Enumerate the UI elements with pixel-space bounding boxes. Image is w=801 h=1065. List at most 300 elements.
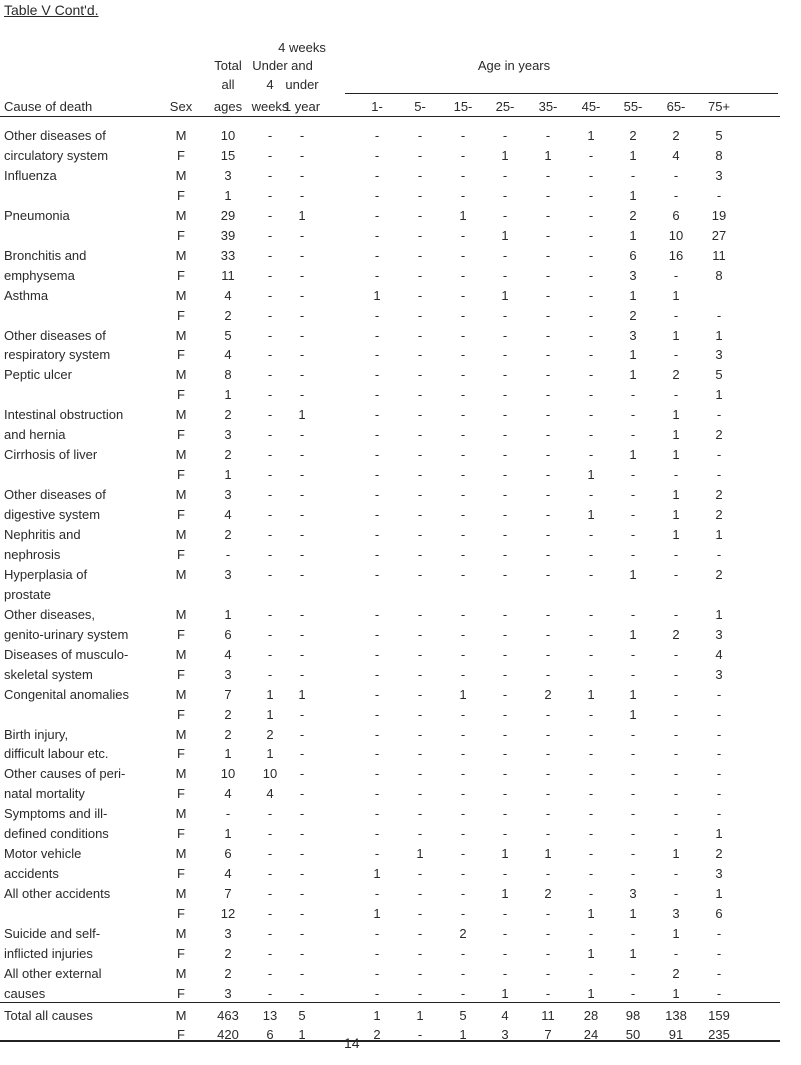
cell-age-35: - — [545, 268, 551, 283]
cause-label: Nephritis and — [4, 527, 81, 542]
cell-age-65: - — [673, 467, 679, 482]
cell-age-35: 2 — [544, 886, 552, 901]
sex-cell: F — [177, 627, 185, 642]
cell-age-65: - — [673, 268, 679, 283]
cell-age-5: - — [417, 707, 423, 722]
cell-age-25: - — [502, 447, 508, 462]
cell-age-65: 1 — [672, 527, 680, 542]
cell-age-25: - — [502, 507, 508, 522]
cell-under-4-weeks: 2 — [266, 727, 274, 742]
cell-age-75plus: 2 — [715, 846, 723, 861]
cell-age-1: - — [374, 328, 380, 343]
cell-age-65: 1 — [672, 407, 680, 422]
cell-age-55: - — [630, 607, 636, 622]
cell-age-55: - — [630, 986, 636, 1001]
cause-label: Other diseases of — [4, 487, 106, 502]
cell-age-45: - — [588, 627, 594, 642]
cell-age-55: 1 — [629, 447, 637, 462]
cell-under-4-weeks: 1 — [266, 687, 274, 702]
cell-age-45: - — [588, 786, 594, 801]
cell-4-weeks-1-year: - — [299, 766, 305, 781]
cell-age-45: - — [588, 727, 594, 742]
cell-age-1: - — [374, 806, 380, 821]
cell-age-15: - — [460, 128, 466, 143]
cell-age-75plus: - — [716, 746, 722, 761]
cause-label: digestive system — [4, 507, 101, 522]
cell-under-4-weeks: - — [267, 846, 273, 861]
cell-age-15: - — [460, 906, 466, 921]
cell-age-65: - — [673, 547, 679, 562]
cell-under-4-weeks: - — [267, 188, 273, 203]
cell-age-1: - — [374, 547, 380, 562]
cell-under-4-weeks: - — [267, 507, 273, 522]
cell-age-25: - — [502, 826, 508, 841]
cell-age-1: - — [374, 527, 380, 542]
cell-age-25: - — [502, 527, 508, 542]
sex-cell: M — [175, 607, 187, 622]
cell-age-55: - — [630, 926, 636, 941]
cell-age-65: 3 — [672, 906, 680, 921]
cell-age-25: - — [502, 567, 508, 582]
total-4-weeks-1-year: 5 — [298, 1008, 306, 1023]
totals-sex-cell: M — [175, 1008, 187, 1023]
cell-age-35: - — [545, 308, 551, 323]
cell-age-75plus: 1 — [715, 826, 723, 841]
cell-age-15: - — [460, 707, 466, 722]
cause-label: Motor vehicle — [4, 846, 82, 861]
table-bottom-rule — [0, 1040, 780, 1042]
cell-age-1: - — [374, 128, 380, 143]
cell-age-45: - — [588, 148, 594, 163]
cell-age-35: - — [545, 607, 551, 622]
cell-4-weeks-1-year: - — [299, 627, 305, 642]
cell-age-25: - — [502, 766, 508, 781]
cell-4-weeks-1-year: - — [299, 228, 305, 243]
cell-under-4-weeks: - — [267, 168, 273, 183]
cell-age-25: - — [502, 487, 508, 502]
cell-total: 3 — [224, 567, 232, 582]
cell-age-55: - — [630, 786, 636, 801]
cell-age-25: - — [502, 427, 508, 442]
cell-age-65: - — [673, 766, 679, 781]
cell-age-35: - — [545, 248, 551, 263]
cell-age-25: - — [502, 746, 508, 761]
cell-age-45: - — [588, 826, 594, 841]
cell-4-weeks-1-year: - — [299, 148, 305, 163]
cell-age-35: - — [545, 547, 551, 562]
cell-age-75plus: 5 — [715, 367, 723, 382]
cell-4-weeks-1-year: - — [299, 467, 305, 482]
total-age-15: 5 — [459, 1008, 467, 1023]
totals-label: Total all causes — [4, 1008, 93, 1023]
cause-label: difficult labour etc. — [4, 746, 109, 761]
cell-age-15: - — [460, 866, 466, 881]
cell-age-65: 1 — [672, 447, 680, 462]
cause-label: respiratory system — [4, 347, 111, 362]
header-under4-line3: weeks — [251, 99, 289, 114]
cell-age-15: 1 — [459, 687, 467, 702]
cell-age-15: - — [460, 786, 466, 801]
cell-total: 1 — [224, 607, 232, 622]
cell-4-weeks-1-year: - — [299, 547, 305, 562]
cell-total: 2 — [224, 527, 232, 542]
cell-age-45: - — [588, 487, 594, 502]
cell-age-1: - — [374, 966, 380, 981]
cell-age-65: - — [673, 168, 679, 183]
cell-4-weeks-1-year: - — [299, 268, 305, 283]
cell-age-35: 1 — [544, 846, 552, 861]
total-4-weeks-1-year: 1 — [298, 1027, 306, 1042]
sex-cell: F — [177, 906, 185, 921]
cell-total: 7 — [224, 687, 232, 702]
sex-cell: M — [175, 328, 187, 343]
cell-total: 2 — [224, 946, 232, 961]
cell-age-1: - — [374, 986, 380, 1001]
cell-age-15: - — [460, 148, 466, 163]
sex-cell: F — [177, 148, 185, 163]
cell-age-55: 2 — [629, 308, 637, 323]
cell-age-5: - — [417, 567, 423, 582]
header-age-2: 15- — [453, 99, 473, 114]
sex-cell: M — [175, 447, 187, 462]
cell-total: 15 — [220, 148, 236, 163]
cell-4-weeks-1-year: - — [299, 347, 305, 362]
sex-cell: M — [175, 846, 187, 861]
sex-cell: F — [177, 746, 185, 761]
cause-label: Other diseases of — [4, 128, 106, 143]
cell-age-15: - — [460, 467, 466, 482]
cell-age-1: - — [374, 507, 380, 522]
sex-cell: M — [175, 687, 187, 702]
sex-cell: M — [175, 168, 187, 183]
cell-age-65: - — [673, 866, 679, 881]
cell-age-35: - — [545, 487, 551, 502]
cell-age-55: 1 — [629, 567, 637, 582]
cell-age-1: - — [374, 926, 380, 941]
cell-age-75plus: - — [716, 707, 722, 722]
cell-age-35: - — [545, 926, 551, 941]
sex-cell: M — [175, 926, 187, 941]
cell-under-4-weeks: - — [267, 208, 273, 223]
cell-age-1: - — [374, 228, 380, 243]
cell-age-45: 1 — [587, 128, 595, 143]
cell-age-5: - — [417, 727, 423, 742]
cell-age-25: - — [502, 806, 508, 821]
cell-age-45: - — [588, 228, 594, 243]
cell-age-65: 10 — [668, 228, 684, 243]
cell-age-45: - — [588, 667, 594, 682]
cell-age-25: 1 — [501, 886, 509, 901]
cell-age-65: 1 — [672, 288, 680, 303]
cell-age-25: - — [502, 667, 508, 682]
cell-total: 6 — [224, 846, 232, 861]
cell-age-45: - — [588, 407, 594, 422]
header-weeks-line2: and — [291, 58, 313, 73]
cell-age-25: - — [502, 547, 508, 562]
cell-age-65: - — [673, 567, 679, 582]
totals-sex-cell: F — [177, 1027, 185, 1042]
sex-cell: F — [177, 866, 185, 881]
cell-age-15: - — [460, 507, 466, 522]
cause-label: Bronchitis and — [4, 248, 87, 263]
cell-age-1: - — [374, 387, 380, 402]
cell-total: 4 — [224, 347, 232, 362]
cell-age-5: - — [417, 148, 423, 163]
cell-age-35: - — [545, 208, 551, 223]
cell-under-4-weeks: - — [267, 886, 273, 901]
sex-cell: M — [175, 806, 187, 821]
cell-under-4-weeks: - — [267, 966, 273, 981]
cell-age-35: - — [545, 707, 551, 722]
cell-age-75plus: 11 — [712, 248, 726, 263]
cell-age-15: - — [460, 188, 466, 203]
cell-age-65: 2 — [672, 367, 680, 382]
cell-age-35: - — [545, 946, 551, 961]
total-total: 463 — [217, 1008, 239, 1023]
cell-age-65: - — [673, 806, 679, 821]
cell-age-55: - — [630, 806, 636, 821]
cell-4-weeks-1-year: - — [299, 168, 305, 183]
cell-age-5: - — [417, 966, 423, 981]
cell-age-45: - — [588, 447, 594, 462]
cell-total: 7 — [224, 886, 232, 901]
cell-age-35: - — [545, 766, 551, 781]
cell-under-4-weeks: - — [267, 906, 273, 921]
cell-age-15: - — [460, 746, 466, 761]
cell-age-35: - — [545, 627, 551, 642]
cell-age-5: - — [417, 487, 423, 502]
cell-under-4-weeks: - — [267, 288, 273, 303]
cell-age-5: - — [417, 607, 423, 622]
cell-age-25: - — [502, 268, 508, 283]
age-group-rule — [345, 93, 778, 94]
cell-age-55: - — [630, 507, 636, 522]
sex-cell: F — [177, 347, 185, 362]
cell-under-4-weeks: - — [267, 367, 273, 382]
cell-age-65: - — [673, 786, 679, 801]
cell-age-5: - — [417, 288, 423, 303]
sex-cell: F — [177, 707, 185, 722]
cell-age-5: - — [417, 188, 423, 203]
cell-4-weeks-1-year: - — [299, 846, 305, 861]
total-under-4-weeks: 6 — [266, 1027, 274, 1042]
cell-age-45: - — [588, 846, 594, 861]
sex-cell: F — [177, 986, 185, 1001]
sex-cell: M — [175, 248, 187, 263]
cell-age-35: 2 — [544, 687, 552, 702]
cell-age-5: - — [417, 168, 423, 183]
cell-age-75plus: 2 — [715, 487, 723, 502]
cell-4-weeks-1-year: - — [299, 946, 305, 961]
cell-age-25: - — [502, 208, 508, 223]
header-total-line1: Total — [214, 58, 242, 73]
cell-total: 4 — [224, 647, 232, 662]
cell-age-65: - — [673, 886, 679, 901]
cell-age-15: - — [460, 328, 466, 343]
total-age-1: 1 — [373, 1008, 381, 1023]
header-weeks-line1: 4 weeks — [278, 40, 326, 55]
sex-cell: M — [175, 966, 187, 981]
cell-age-65: - — [673, 647, 679, 662]
cell-total: 2 — [224, 727, 232, 742]
cell-age-1: - — [374, 627, 380, 642]
cell-age-5: - — [417, 248, 423, 263]
cell-age-15: - — [460, 527, 466, 542]
cell-age-1: - — [374, 946, 380, 961]
cell-age-25: - — [502, 946, 508, 961]
cause-label: genito-urinary system — [4, 627, 129, 642]
cell-age-5: - — [417, 547, 423, 562]
cell-age-55: 1 — [629, 687, 637, 702]
cell-age-35: - — [545, 727, 551, 742]
cause-label: natal mortality — [4, 786, 85, 801]
cell-age-15: - — [460, 547, 466, 562]
cell-4-weeks-1-year: - — [299, 886, 305, 901]
cell-age-75plus: 1 — [715, 328, 723, 343]
cell-age-15: - — [460, 986, 466, 1001]
cell-age-35: - — [545, 806, 551, 821]
cell-under-4-weeks: - — [267, 647, 273, 662]
cell-total: 1 — [224, 746, 232, 761]
cause-label: Peptic ulcer — [4, 367, 72, 382]
cause-label: Diseases of musculo- — [4, 647, 129, 662]
cell-age-65: - — [673, 727, 679, 742]
total-age-35: 7 — [544, 1027, 552, 1042]
cell-age-35: - — [545, 507, 551, 522]
header-bottom-rule — [0, 116, 780, 117]
cell-age-35: - — [545, 746, 551, 761]
totals-top-rule — [0, 1002, 780, 1003]
cell-age-25: - — [502, 188, 508, 203]
cell-age-65: - — [673, 826, 679, 841]
cell-age-25: - — [502, 407, 508, 422]
cell-age-35: - — [545, 228, 551, 243]
cell-age-55: - — [630, 667, 636, 682]
cell-age-75plus: 1 — [715, 527, 723, 542]
cell-total: - — [225, 547, 231, 562]
cell-total: 10 — [220, 766, 236, 781]
cell-total: 1 — [224, 467, 232, 482]
cell-age-1: - — [374, 168, 380, 183]
sex-cell: F — [177, 946, 185, 961]
cell-age-5: - — [417, 447, 423, 462]
cell-age-55: 1 — [629, 347, 637, 362]
cell-age-45: - — [588, 707, 594, 722]
cell-age-25: - — [502, 308, 508, 323]
cell-age-25: - — [502, 387, 508, 402]
cell-age-35: - — [545, 786, 551, 801]
cell-age-25: 1 — [501, 986, 509, 1001]
cell-age-45: - — [588, 188, 594, 203]
sex-cell: M — [175, 208, 187, 223]
cell-age-45: 1 — [587, 507, 595, 522]
cell-under-4-weeks: - — [267, 806, 273, 821]
cell-age-25: - — [502, 248, 508, 263]
cell-age-65: 1 — [672, 328, 680, 343]
header-cause: Cause of death — [4, 99, 93, 114]
cell-age-45: - — [588, 966, 594, 981]
sex-cell: M — [175, 288, 187, 303]
cell-age-25: - — [502, 687, 508, 702]
cell-under-4-weeks: - — [267, 527, 273, 542]
sex-cell: F — [177, 467, 185, 482]
cell-age-45: - — [588, 866, 594, 881]
cause-label: Other causes of peri- — [4, 766, 126, 781]
cell-age-35: 1 — [544, 148, 552, 163]
cell-age-55: 3 — [629, 886, 637, 901]
cell-under-4-weeks: 4 — [266, 786, 274, 801]
cell-age-5: - — [417, 387, 423, 402]
sex-cell: M — [175, 766, 187, 781]
cell-age-1: - — [374, 766, 380, 781]
total-age-75plus: 159 — [708, 1008, 730, 1023]
cell-under-4-weeks: - — [267, 467, 273, 482]
cell-age-5: - — [417, 367, 423, 382]
cell-total: 39 — [220, 228, 236, 243]
cause-label: Pneumonia — [4, 208, 70, 223]
cell-total: 3 — [224, 487, 232, 502]
cell-total: 1 — [224, 188, 232, 203]
cell-age-1: - — [374, 188, 380, 203]
header-under4-line2: 4 — [266, 77, 274, 92]
cell-4-weeks-1-year: - — [299, 806, 305, 821]
cell-under-4-weeks: 1 — [266, 746, 274, 761]
cell-total: 6 — [224, 627, 232, 642]
cell-4-weeks-1-year: - — [299, 607, 305, 622]
cell-age-5: - — [417, 647, 423, 662]
cell-age-5: - — [417, 826, 423, 841]
cause-label: Symptoms and ill- — [4, 806, 108, 821]
total-age-15: 1 — [459, 1027, 467, 1042]
cell-under-4-weeks: - — [267, 607, 273, 622]
cell-age-55: 1 — [629, 627, 637, 642]
cause-label: Asthma — [4, 288, 49, 303]
cause-label: inflicted injuries — [4, 946, 93, 961]
cell-age-1: 1 — [373, 866, 381, 881]
cell-age-75plus: - — [716, 547, 722, 562]
cell-age-55: - — [630, 427, 636, 442]
cell-under-4-weeks: - — [267, 268, 273, 283]
cell-age-65: - — [673, 347, 679, 362]
total-age-1: 2 — [373, 1027, 381, 1042]
cell-under-4-weeks: - — [267, 328, 273, 343]
cell-age-65: 1 — [672, 986, 680, 1001]
cell-age-45: - — [588, 288, 594, 303]
cell-under-4-weeks: 1 — [266, 707, 274, 722]
header-age-group: Age in years — [477, 58, 551, 73]
cell-total: 1 — [224, 387, 232, 402]
cell-age-25: - — [502, 786, 508, 801]
cell-age-1: - — [374, 786, 380, 801]
cell-4-weeks-1-year: - — [299, 727, 305, 742]
cell-4-weeks-1-year: - — [299, 447, 305, 462]
cell-age-45: - — [588, 886, 594, 901]
cell-age-1: - — [374, 687, 380, 702]
cell-under-4-weeks: - — [267, 567, 273, 582]
cell-age-1: - — [374, 647, 380, 662]
cell-age-1: - — [374, 487, 380, 502]
cell-age-35: - — [545, 667, 551, 682]
cell-age-45: - — [588, 347, 594, 362]
cell-4-weeks-1-year: - — [299, 487, 305, 502]
cell-age-5: - — [417, 866, 423, 881]
cell-under-4-weeks: - — [267, 128, 273, 143]
header-under4-line1: Under — [252, 58, 288, 73]
cell-age-75plus: 3 — [715, 627, 723, 642]
cell-age-5: - — [417, 786, 423, 801]
cell-age-45: - — [588, 427, 594, 442]
cell-total: 11 — [221, 268, 235, 283]
